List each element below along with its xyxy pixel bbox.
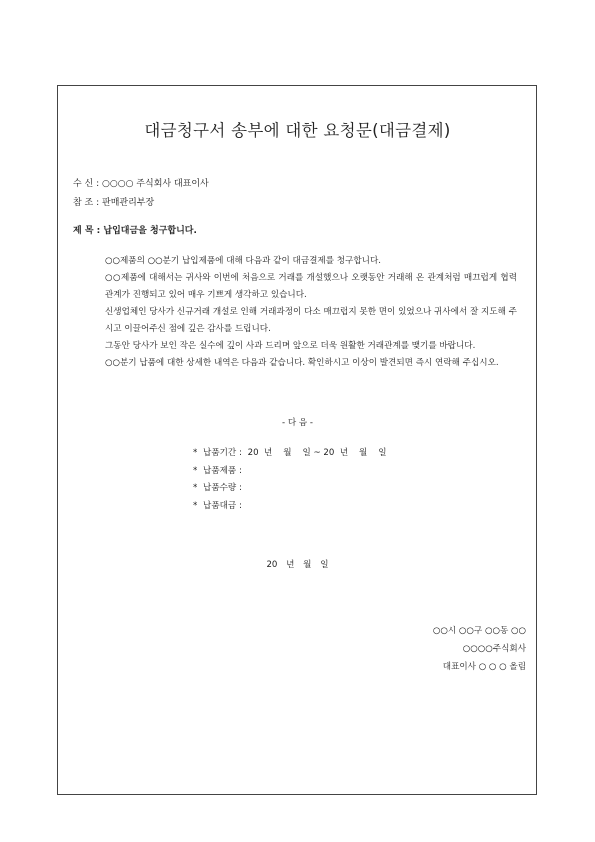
body-paragraph: 신생업체인 당사가 신규거래 개설로 인해 거래과정이 다소 매끄럽지 못한 면이 있었으나 귀사에서 잘 지도해 주시고 이끌어주신 점에 깊은 감사를 드립니다. bbox=[105, 307, 517, 334]
bullet: * bbox=[193, 448, 198, 458]
recipient-line bbox=[73, 176, 209, 189]
document-border bbox=[57, 85, 537, 795]
detail-label: 납품기간 : bbox=[203, 448, 242, 458]
bullet: * bbox=[193, 465, 198, 476]
detail-list bbox=[193, 445, 390, 515]
detail-item bbox=[193, 480, 390, 498]
reference-line bbox=[73, 195, 154, 208]
body-text bbox=[105, 253, 517, 372]
subject-label: 제 목 : bbox=[73, 226, 101, 236]
sender-company: ○○○○주식회사 bbox=[462, 644, 526, 654]
reference-label: 참 조 : bbox=[73, 198, 100, 208]
recipient-value: ○○○○ 주식회사 대표이사 bbox=[102, 179, 209, 189]
body-paragraph: ○○분기 납품에 대한 상세한 내역은 다음과 같습니다. 확인하시고 이상이 발견되면 즉시 연락해 주십시오. bbox=[105, 358, 499, 368]
detail-value: 20 년 월 일 ~ 20 년 월 일 bbox=[247, 448, 387, 458]
detail-item bbox=[193, 463, 390, 481]
detail-label: 납품수량 : bbox=[203, 483, 242, 493]
document-title: 대금청구서 송부에 대한 요청문(대금결제) bbox=[144, 121, 451, 140]
sender-address: ○○시 ○○구 ○○동 ○○ bbox=[432, 626, 526, 636]
detail-label: 납품대금 : bbox=[203, 500, 242, 511]
body-paragraph: ○○제품에 대해서는 귀사와 이번에 처음으로 거래를 개설했으나 오랫동안 거래해 온 관계처럼 매끄럽게 협력관계가 진행되고 있어 매우 기쁘게 생각하고 있습니다. bbox=[105, 273, 517, 300]
next-heading: - 다 음 - bbox=[281, 418, 313, 428]
detail-item bbox=[193, 445, 390, 463]
body-paragraph: 그동안 당사가 보인 작은 실수에 깊이 사과 드리며 앞으로 더욱 원활한 거래관계를 맺기를 바랍니다. bbox=[105, 341, 476, 351]
subject-line bbox=[73, 223, 197, 236]
bullet: * bbox=[193, 500, 198, 511]
body-paragraph: ○○제품의 ○○분기 납입제품에 대해 다음과 같이 대금결제를 청구합니다. bbox=[105, 256, 381, 266]
detail-label: 납품제품 : bbox=[203, 465, 242, 476]
document-date: 20 년 월 일 bbox=[266, 560, 329, 570]
subject-value: 납입대금을 청구합니다. bbox=[103, 226, 197, 236]
bullet: * bbox=[193, 483, 198, 493]
sender-ceo: 대표이사 ○ ○ ○ 올림 bbox=[442, 662, 526, 672]
recipient-label: 수 신 : bbox=[73, 179, 100, 189]
detail-item bbox=[193, 498, 390, 516]
reference-value: 판매관리부장 bbox=[102, 198, 155, 208]
